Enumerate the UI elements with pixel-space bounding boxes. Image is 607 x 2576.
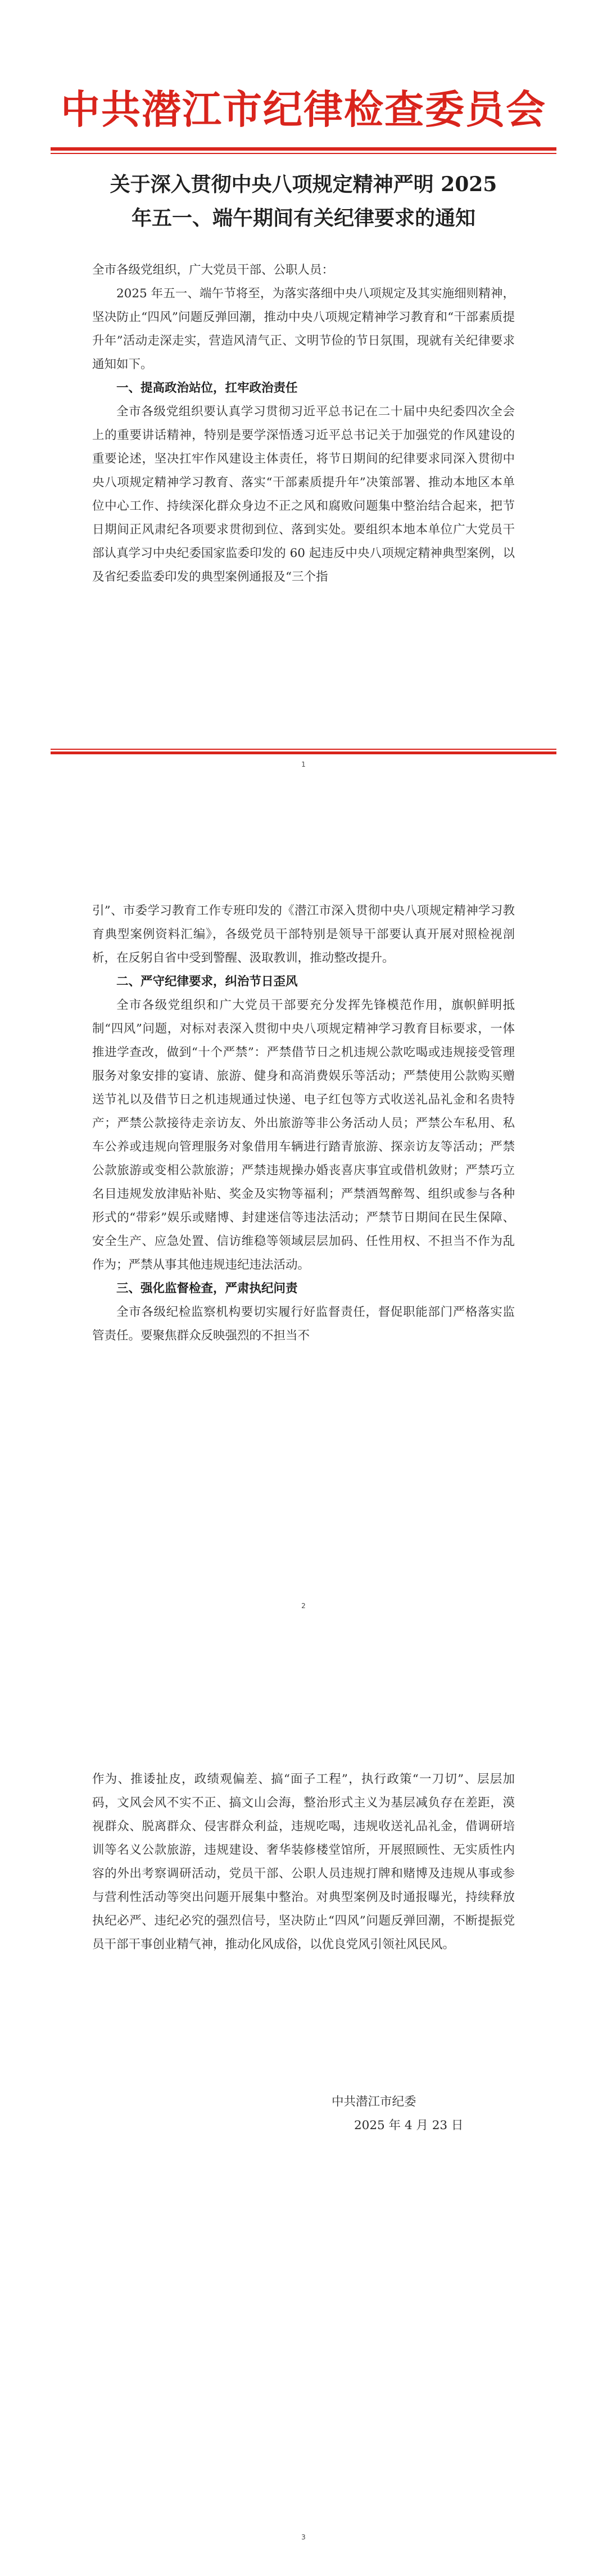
page-1-bottom-rule-thick	[51, 751, 556, 754]
page-number-1: 1	[301, 760, 306, 768]
section-2-heading: 二、严守纪律要求，纠治节日歪风	[116, 975, 298, 989]
signature-organization: 中共潜江市纪委	[332, 2095, 416, 2109]
page-number-3: 3	[301, 2533, 306, 2541]
section-2-paragraph: 全市各级党组织和广大党员干部要充分发挥先锋模范作用，旗帜鲜明抵制“四风”问题，对标对表深入贯彻中央八项规定精神学习教育目标要求，一体推进学查改，做到“十个严禁”：严禁借节日之机违规公款吃喝或违规接受管理服务对象安排的宴请、旅游、健身和高消费娱乐等活动；严禁使用公款购买赠送节礼以及借节日之机违规通过快递、电子红包等方式收送礼品礼金和名贵特产；严禁公款接待走亲访友、外出旅游等非公务活动人员；严禁公车私用、私车公养或违规向管理服务对象借用车辆进行踏青旅游、探亲访友等活动；严禁公款旅游或变相公款旅游；严禁违规操办婚丧喜庆事宜或借机敛财；严禁巧立名目违规发放津贴补贴、奖金及实物等福利；严禁酒驾醉驾、组织或参与各种形式的“带彩”娱乐或赌博、封建迷信等违法活动；严禁节日期间在民生保障、安全生产、应急处置、信访维稳等领域层层加码、任性用权、不担当不作为乱作为；严禁从事其他违规违纪违法活动。	[92, 998, 515, 1272]
page-number-2: 2	[301, 1602, 306, 1610]
header-red-rule-thick	[51, 147, 556, 151]
document-title-line-2: 年五一、端午期间有关纪律要求的通知	[131, 206, 475, 230]
section-1-paragraph-part-2: 引”、市委学习教育工作专班印发的《潜江市深入贯彻中央八项规定精神学习教育典型案例资料汇编》，各级党员干部特别是领导干部要认真开展对照检视剖析，在反躬自省中受到警醒、汲取教训，推动整改提升。	[92, 904, 515, 965]
document-page-1	[0, 0, 607, 837]
document-title	[84, 167, 523, 235]
section-1-heading: 一、提高政治站位，扛牢政治责任	[116, 381, 298, 395]
document-page-2	[0, 837, 607, 1706]
signature-date: 2025 年 4 月 23 日	[354, 2118, 464, 2133]
intro-paragraph: 2025 年五一、端午节将至，为落实落细中央八项规定及其实施细则精神，坚决防止“四风”问题反弹回潮，推动中央八项规定精神学习教育和“干部素质提升年”活动走深走实，营造风清气正、文明节俭的节日氛围，现就有关纪律要求通知如下。	[92, 287, 515, 372]
header-red-rule-thin	[51, 153, 556, 154]
salutation: 全市各级党组织，广大党员干部、公职人员：	[92, 263, 334, 277]
page-2-body	[92, 899, 515, 1348]
document-page-3	[0, 1706, 607, 2576]
signature-block	[332, 2090, 534, 2138]
red-header-org-title: 中共潜江市纪律检查委员会	[61, 86, 546, 133]
page-1-body	[92, 259, 515, 589]
page-1-bottom-rule-thin	[51, 749, 556, 750]
page-3-body	[92, 1768, 515, 1957]
section-3-paragraph-part-1: 全市各级纪检监察机构要切实履行好监督责任，督促职能部门严格落实监管责任。要聚焦群众反映强烈的不担当不	[92, 1305, 515, 1343]
section-3-paragraph-part-2: 作为、推诿扯皮，政绩观偏差、搞“面子工程”，执行政策“一刀切”、层层加码，文风会风不实不正、搞文山会海，整治形式主义为基层减负存在差距，漠视群众、脱离群众、侵害群众利益，违规吃喝，违规收送礼品礼金，借调研培训等名义公款旅游，违规建设、奢华装修楼堂馆所，开展照顾性、无实质性内容的外出考察调研活动，党员干部、公职人员违规打牌和赌博及违规从事或参与营利性活动等突出问题开展集中整治。对典型案例及时通报曝光，持续释放执纪必严、违纪必究的强烈信号，坚决防止“四风”问题反弹回潮，不断提振党员干部干事创业精气神，推动化风成俗，以优良党风引领社风民风。	[92, 1772, 515, 1952]
section-1-paragraph-part-1: 全市各级党组织要认真学习贯彻习近平总书记在二十届中央纪委四次全会上的重要讲话精神，特别是要学深悟透习近平总书记关于加强党的作风建设的重要论述，坚决扛牢作风建设主体责任，将节日期间的纪律要求同深入贯彻中央八项规定精神学习教育、落实“干部素质提升年”决策部署、推动本地区本单位中心工作、持续深化群众身边不正之风和腐败问题集中整治结合起来，把节日期间正风肃纪各项要求贯彻到位、落到实处。要组织本地本单位广大党员干部认真学习中央纪委国家监委印发的 60 起违反中央八项规定精神典型案例，以及省纪委监委印发的典型案例通报及“三个指	[92, 405, 515, 584]
section-3-heading: 三、强化监督检查，严肃执纪问责	[116, 1282, 298, 1296]
document-title-line-1: 关于深入贯彻中央八项规定精神严明 2025	[110, 173, 497, 196]
